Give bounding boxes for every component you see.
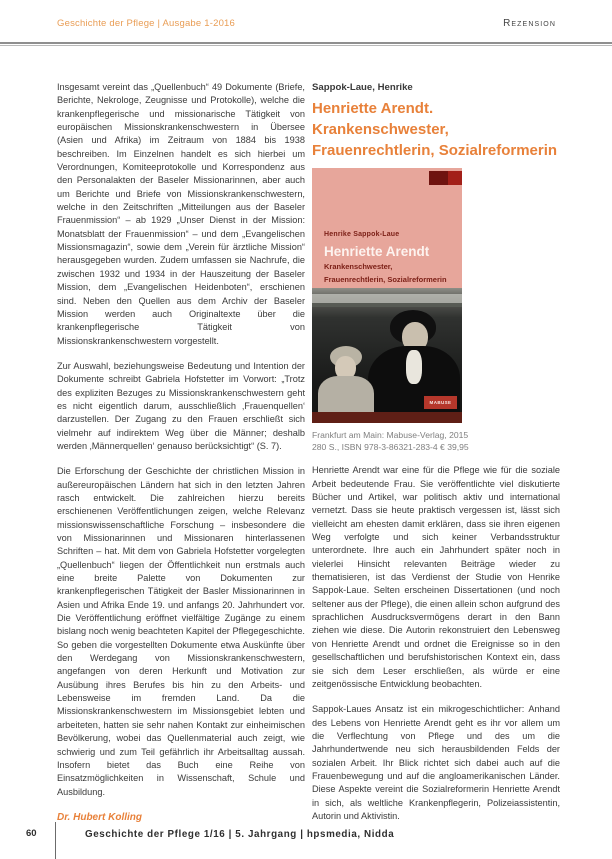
cover-photo	[312, 288, 462, 423]
book-title-line: Frauenrechtlerin, Sozialreformerin	[312, 142, 558, 160]
cover-title: Henriette Arendt	[324, 243, 430, 259]
body-paragraph: Zur Auswahl, beziehungsweise Bedeutung und Intention der Dokumente schreibt Gabriela Hofstetter im Vorwort: „Trotz des expliziten Bezuges zu Missionskrankenschwestern geht es nicht eigentlich darum, ausschließlich ‚Frauenquellen‘ darzustellen. Der Zugang zu den Frauen erschließt sich vielmehr auf indirektem Weg über die Männer; deshalb werden ‚Männerquellen‘ genauso berücksichtigt“ (S. 7).	[57, 360, 305, 451]
body-paragraph: Die Erforschung der Geschichte der christlichen Mission in außereuropäischen Ländern hat sich in den letzten Jahren rasch entwickelt. Die zahlreichen hierzu bereits erschienenen Veröffentlichungen zeigen, welche Relevanz missionswissenschaftliche Forschung – insbesondere die von Missionarinnen und Missionaren hinterlassenen Schriften – hat. Mit dem von Gabriela Hofstetter vorgelegten „Quellenbuch“ liegen der Öffentlichkeit nun erstmals auch eine breite Palette von Dokumenten zur krankenpflegerischen Tätigkeit der Basler Missionarinnen in Asien und Afrika Ende 19. und anfangs 20. Jahrhundert vor. Die Veröffentlichung eröffnet vielfältige Zugänge zu einem bislang noch wenig beachteten Kapitel der Pflegegeschichte. So geben die vorgestellten Dokumente etwa Auskünfte über den Werdegang von Missionskrankenschwestern, angefangen von deren Herkunft und Motivation zur Ausübung ihres Berufes bis hin zu den Arbeits- und Lebensweise im fremden Land. Da die Missionskrankenschwestern im Missionsgebiet lebten und arbeiteten, hatten sie sehr nahen Kontakt zur einheimischen Bevölkerung, wobei das Quellenmaterial auch zeigt, wie schwierig und zum Teil gefährlich ihr Arbeitsalltag aussah. Insofern bietet das Buch eine Reihe von Einsatzmöglichkeiten in Wissenschaft, Schule und Ausbildung.	[57, 466, 305, 797]
photo-light-band	[312, 294, 462, 303]
photo-shadow-band	[312, 303, 462, 307]
running-head	[57, 16, 560, 34]
book-title-line: Krankenschwester,	[312, 121, 449, 139]
publication-info	[312, 429, 560, 453]
book-author: Sappok-Laue, Henrike	[312, 82, 413, 93]
cover-subtitle: Krankenschwester,	[324, 261, 393, 271]
left-column	[57, 81, 305, 824]
woman-collar-silhouette	[406, 350, 422, 384]
review-body	[312, 464, 560, 823]
book-title	[312, 98, 560, 161]
body-paragraph: Henriette Arendt war eine für die Pflege wie für die soziale Arbeit bedeutende Frau. Sie veröffentlichte viel diskutierte Bücher und Artikel, war politisch aktiv und international vernetzt. Dass sie heute praktisch vergessen ist, lässt sich vielleicht am ehesten damit erklären, dass sie ihren eigenen Weg verfolgte und sich keiner Verbandsstruktur unterordnete. Ihre auch ein Jahrhundert später noch in vielerlei Hinsicht relevanten Beiträge wieder zu thematisieren, ist das Verdienst der Studie von Henrike Sappok-Laue. Selten erscheinen Dissertationen (und noch seltener aus der Pflege), die einen allein schon aufgrund des sprachlichen Ausdrucksvermögens derart in den Bann ziehen wie diese. Die Autorin rekonstruiert den Lebensweg von Henriette Arendt und ordnet die Ereignisse so in den gesellschaftlichen und berufshistorischen Kontext ein, dass sie sich dem Leser erschließen, als würde er eine zeitgenössische Entwicklung beobachten.	[312, 465, 560, 689]
cover-subtitle: Frauenrechtlerin, Sozialreformerin	[324, 274, 447, 284]
body-paragraph: Insgesamt vereint das „Quellenbuch“ 49 Dokumente (Briefe, Berichte, Nekrologe, Zeugnisse und Protokolle), welche die krankenpflegerische und missionarische Tätigkeit von europäischen Missionskrankenschwestern in Übersee (Asien und Afrika) im Zeitraum von 1884 bis 1938 beschreiben. Im Einzelnen handelt es sich hierbei um Verordnungen, Komiteeprotokolle und Korrespondenz aus den Personalakten der Baseler Missionarinnen, aber auch um Berichte und Briefe von Missionskrankenschwestern, welche in den Zeitschriften „Mitteilungen aus der Baseler Frauenmission“ – ab 1929 „Unser Dienst in der Mission: Monatsblatt der Frauenmission“ – und dem „Evangelischen Missionsmagazin“, sowie dem „Verein für ärztliche Mission“ herausgegeben wurden. Zudem umfassen sie Nachrufe, die zwischen 1932 und 1934 in der Hauszeitung der Baseler Mission, dem „Evangelischen Heidenboten“, erschienen sind. Neben den Quellen aus dem Archiv der Baseler Mission werden auch Originaltexte über die krankenpflegerische Tätigkeit von Missionskrankenschwestern vorgestellt.	[57, 82, 305, 346]
reviewer-signature: Dr. Hubert Kolling	[57, 811, 142, 823]
body-paragraph: Sappok-Laues Ansatz ist ein mikrogeschichtlicher: Anhand des Lebens von Henriette Arendt geht es ihr vor allem um die Verflechtung von Pflege und des um die Jahrhundertwende neu sich herausbildenden Felds der sozialen Arbeit. Ihr Blick richtet sich dabei auch auf die Frauenbewegung und auf die angloamerikanischen Länder. Diese Aspekte vereint die Sozialreformerin Henriette Arendt in sich, als weltliche Krankenpflegerin, Polizeiassistentin, Autorin und Aktivistin.	[312, 704, 560, 821]
cover-author: Henrike Sappok-Laue	[324, 231, 400, 239]
publication-info-line: 280 S., ISBN 978-3-86321-283-4 € 39,95	[312, 442, 469, 453]
footer-imprint: Geschichte der Pflege 1/16 | 5. Jahrgang | hpsmedia, Nidda	[85, 829, 395, 840]
book-cover-image	[312, 168, 462, 423]
page-number: 60	[26, 828, 37, 839]
section-label: Rezension	[503, 18, 556, 29]
publisher-logo: MABUSE	[424, 396, 457, 409]
header-rule	[0, 42, 612, 46]
footer-divider	[55, 822, 56, 859]
publication-info-line: Frankfurt am Main: Mabuse-Verlag, 2015	[312, 430, 469, 441]
journal-name: Geschichte der Pflege | Ausgabe 1-2016	[57, 18, 236, 29]
cover-corner-flag	[429, 171, 462, 185]
book-title-line: Henriette Arendt.	[312, 100, 434, 118]
right-column	[312, 81, 560, 835]
cover-text-block	[324, 228, 456, 284]
cover-bottom-strip	[312, 412, 462, 423]
